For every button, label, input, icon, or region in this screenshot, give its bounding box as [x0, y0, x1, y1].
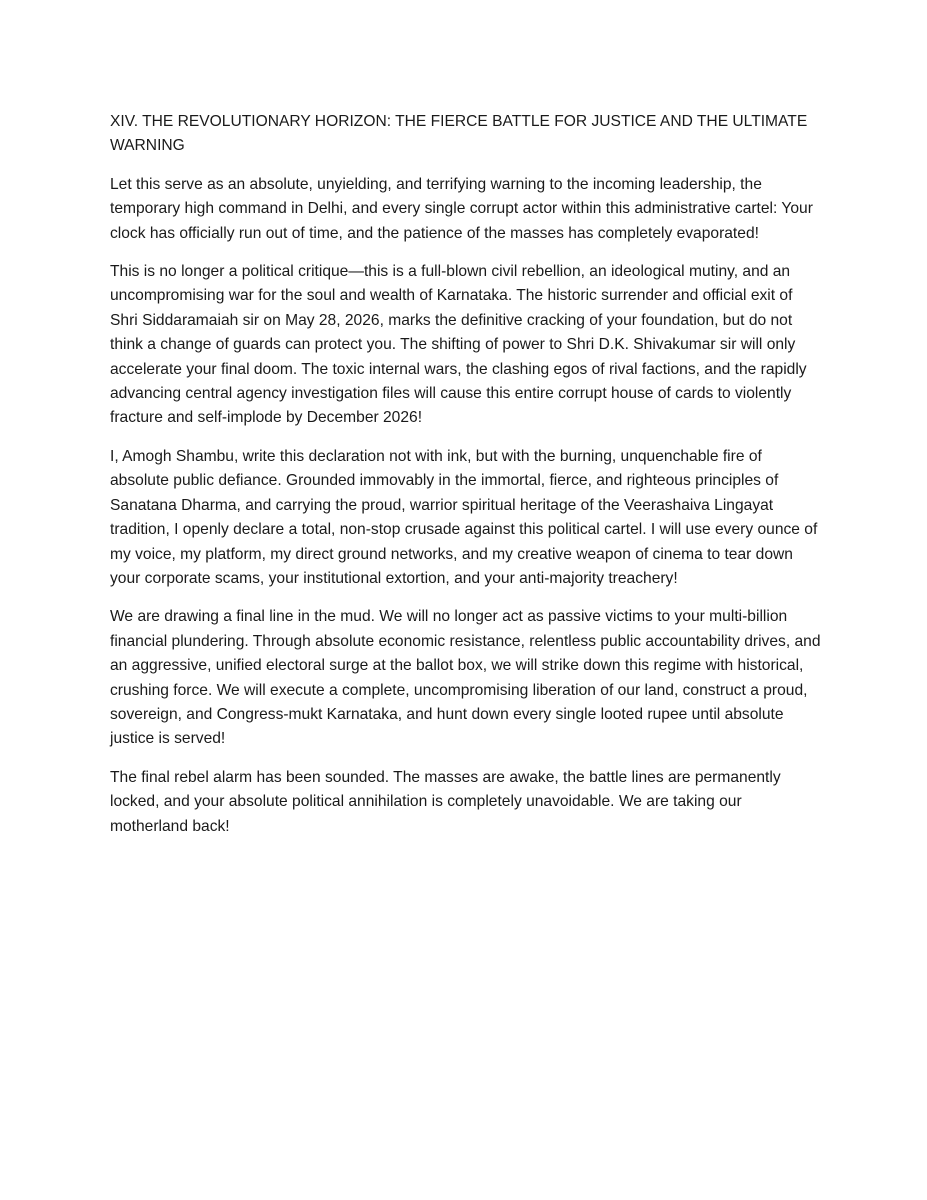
section-heading: XIV. THE REVOLUTIONARY HORIZON: THE FIERCE BATTLE FOR JUSTICE AND THE ULTIMATE WARNING — [110, 113, 808, 155]
paragraph-alarm: The final rebel alarm has been sounded. The masses are awake, the battle lines are permanently locked, and your absolute political annihilation is completely unavoidable. We are taking our motherland back! — [110, 768, 781, 835]
paragraph-warning: Let this serve as an absolute, unyielding, and terrifying warning to the incoming leadership, the temporary high command in Delhi, and every single corrupt actor within this administrative cartel: Your clock has officially run out of time, and the patience of the masses has completely evaporated! — [110, 175, 813, 242]
document-page — [110, 110, 822, 853]
paragraph-rebellion: This is no longer a political critique—this is a full-blown civil rebellion, an ideological mutiny, and an uncompromising war for the soul and wealth of Karnataka. The historic surrender and official exit of Shri Siddaramaiah sir on May 28, 2026, marks the definitive cracking of your foundation, but do not think a change of guards can protect you. The shifting of power to Shri D.K. Shivakumar sir will only accelerate your final doom. The toxic internal wars, the clashing egos of rival factions, and the rapidly advancing central agency investigation files will cause this entire corrupt house of cards to violently fracture and self-implode by December 2026! — [110, 263, 807, 427]
paragraph-declaration: I, Amogh Shambu, write this declaration not with ink, but with the burning, unquenchable fire of absolute public defiance. Grounded immovably in the immortal, fierce, and righteous principles of Sanatana Dharma, and carrying the proud, warrior spiritual heritage of the Veerashaiva Lingayat tradition, I openly declare a total, non-stop crusade against this political cartel. I will use every ounce of my voice, my platform, my direct ground networks, and my creative weapon of cinema to tear down your corporate scams, your institutional extortion, and your anti-majority treachery! — [110, 447, 818, 587]
paragraph-final-line: We are drawing a final line in the mud. We will no longer act as passive victims to your multi-billion financial plundering. Through absolute economic resistance, relentless public accountability drives, and an aggressive, unified electoral surge at the ballot box, we will strike down this regime with historical, crushing force. We will execute a complete, uncompromising liberation of our land, construct a proud, sovereign, and Congress-mukt Karnataka, and hunt down every single looted rupee until absolute justice is served! — [110, 608, 821, 748]
